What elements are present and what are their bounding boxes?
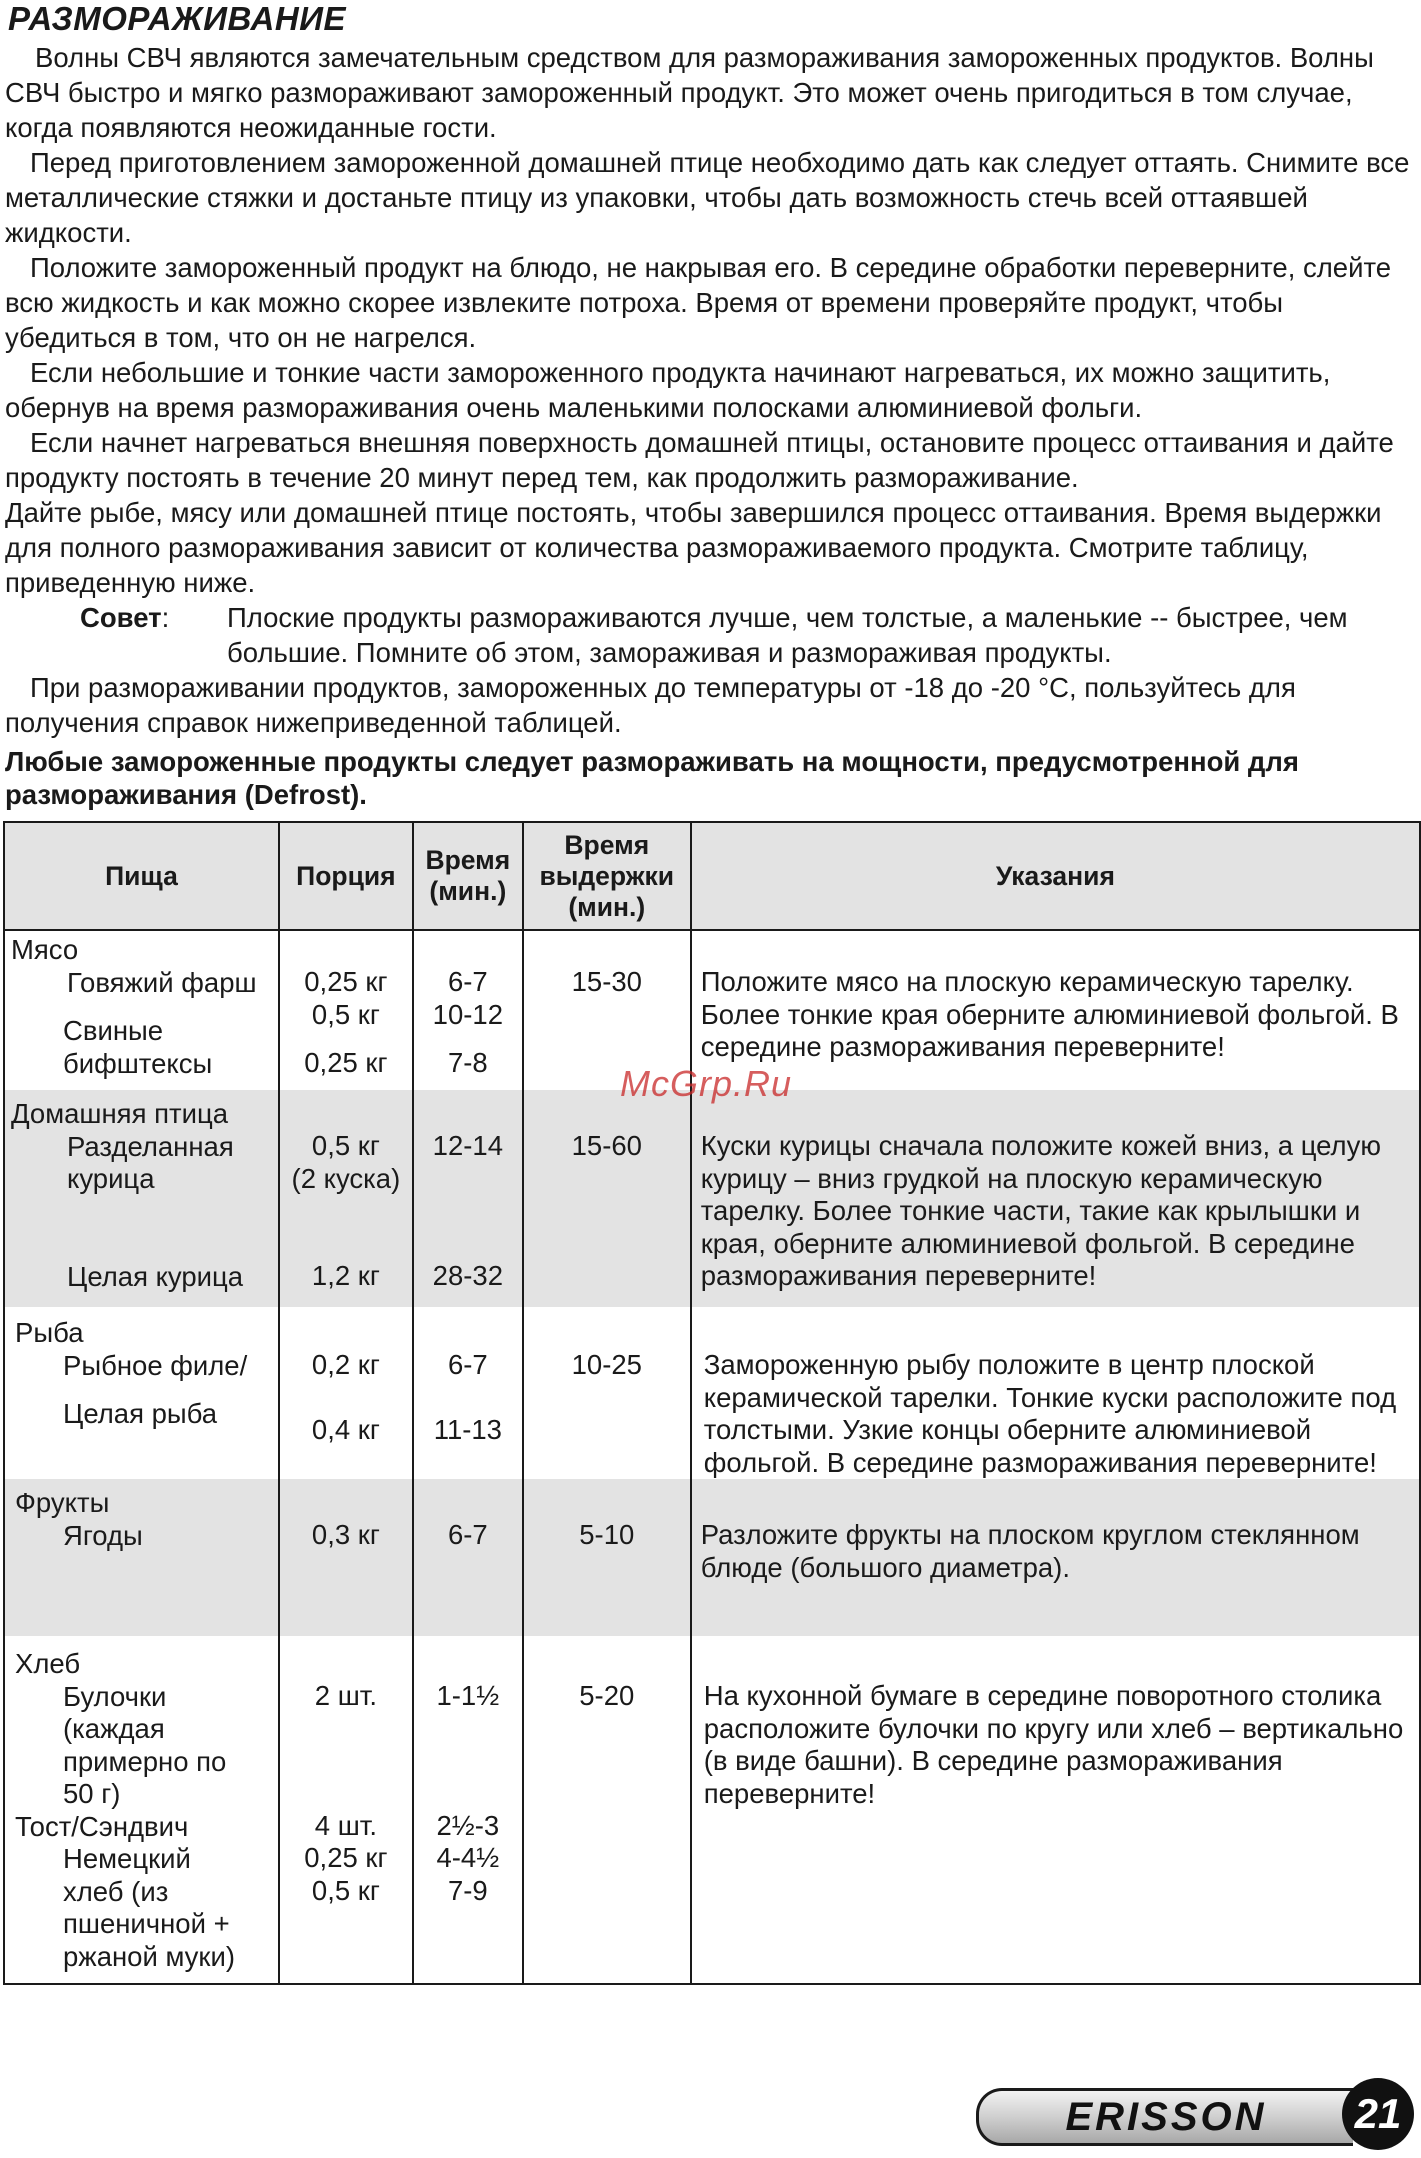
portion-value: 2 шт. [314,1680,377,1711]
time-value: 1-1½ [436,1680,500,1711]
paragraph: Перед приготовлением замороженной домашней птице необходимо дать как следует оттаять. Снимите все металлические стяжки и достаньте птицу из упаковки, чтобы дать возможность стечь всей оттаявшей жидкости. [5,147,1410,248]
standing-value: 5-10 [579,1519,635,1550]
time-value: 11-13 [433,1413,502,1445]
food-item: Свиные бифштексы [63,1015,213,1079]
portion-value: 0,5 кг [311,1130,380,1161]
paragraph: Волны СВЧ являются замечательным средством для размораживания замороженных продуктов. Волны СВЧ быстро и мягко размораживают замороженный продукт. Это может очень пригодиться в том случае, когда появляются неожиданные гости. [5,42,1374,143]
portion-value: 0,25 кг [304,1047,388,1078]
instruction-text: На кухонной бумаге в середине поворотного столика расположите булочки по кругу или хлеб – вертикально (в виде башни). В середине размораживания переверните! [703,1680,1404,1809]
portion-value: 0,4 кг [311,1413,380,1445]
food-item: Немецкий хлеб (из пшеничной + ржаной муки) [63,1843,235,1972]
food-item: Ягоды [63,1519,143,1551]
defrost-notice: Любые замороженные продукты следует размораживать на мощности, предусмотренной для размораживания (Defrost). [5,746,1299,810]
portion-value: 0,25 кг [304,966,388,997]
header-food: Пища [4,822,279,930]
defrost-table [3,821,1421,1985]
page-title: РАЗМОРАЖИВАНИЕ [8,0,346,37]
food-item: Говяжий фарш [67,966,257,998]
header-standing: Время выдержки (мин.) [523,822,691,930]
category-poultry: Домашняя птица [11,1098,228,1129]
tip [5,600,1417,670]
watermark: McGrp.Ru [620,1063,793,1104]
tip-text: Плоские продукты размораживаются лучше, чем толстые, а маленькие -- быстрее, чем большие. Помните об этом, замораживая и размораживая продукты. [227,602,1348,668]
standing-value: 5-20 [579,1680,635,1711]
table-row-poultry [4,1090,1420,1307]
portion-value: 0,5 кг [311,1874,380,1906]
page-number: 21 [1342,2078,1414,2150]
time-value: 28-32 [432,1259,503,1291]
food-item: Рыбное филе/ [63,1349,248,1381]
time-value: 7-9 [447,1874,488,1906]
table-header-row [4,822,1420,930]
table-row-fruit [4,1479,1420,1636]
header-instructions: Указания [691,822,1420,930]
time-value: 6-7 [447,1349,488,1380]
portion-value: 0,3 кг [311,1519,380,1550]
time-value: 12-14 [432,1130,503,1161]
standing-value: 15-60 [571,1130,642,1161]
portion-value: 0,25 кг [304,1842,388,1873]
food-item: Целая курица [67,1260,244,1292]
paragraph: Положите замороженный продукт на блюдо, не накрывая его. В середине обработки переверните, слейте всю жидкость и как можно скорее извлеките потроха. Время от времени проверяйте продукт, чтобы убедиться в том, что он не нагрелся. [5,252,1392,353]
time-value: 10-12 [432,998,503,1030]
time-value: 2½-3 [436,1809,500,1841]
tip-colon: : [161,602,170,633]
category-fish: Рыба [15,1317,84,1348]
paragraph: Дайте рыбе, мясу или домашней птице постоять, чтобы завершился процесс оттаивания. Время выдержки для полного размораживания зависит от количества размораживаемого продукта. Смотрите таблицу, приведенную ниже. [5,497,1382,598]
brand-logo: ERISSON [976,2088,1353,2146]
category-toast: Тост/Сэндвич [15,1810,189,1842]
tip-label [5,600,220,670]
instruction-text: Замороженную рыбу положите в центр плоской керамической тарелки. Тонкие куски расположите под толстыми. Узкие концы оберните алюминиевой фольгой. В середине размораживания переверните! [703,1349,1397,1478]
tip-label-text: Совет [80,602,162,633]
paragraph: Если начнет нагреваться внешняя поверхность домашней птицы, остановите процесс оттаивания и дайте продукту постоять в течение 20 минут перед тем, как продолжить размораживание. [5,427,1394,493]
time-value: 4-4½ [436,1842,500,1873]
header-portion: Порция [279,822,413,930]
instruction-text: Куски курицы сначала положите кожей вниз, а целую курицу – вниз грудкой на плоскую керамическую тарелку. Более тонкие части, такие как крылышки и края, оберните алюминиевой фольгой. В середине размораживания переверните! [700,1130,1381,1291]
paragraph: Если небольшие и тонкие части замороженного продукта начинают нагреваться, их можно защитить, обернув на время размораживания очень маленькими полосками алюминиевой фольги. [5,357,1331,423]
standing-value: 10-25 [571,1349,642,1380]
instruction-text: Положите мясо на плоскую керамическую тарелку. Более тонкие края оберните алюминиевой фольгой. В середине размораживания переверните! [700,966,1399,1062]
portion-value: 0,5 кг [311,998,380,1030]
paragraph: При размораживании продуктов, замороженных до температуры от -18 до -20 °С, пользуйтесь для получения справок нижеприведенной таблицей. [5,672,1296,738]
category-meat: Мясо [11,934,79,965]
food-item: Булочки (каждая примерно по 50 г) [63,1680,227,1809]
instruction-text: Разложите фрукты на плоском круглом стеклянном блюде (большого диаметра). [700,1519,1360,1583]
time-value: 6-7 [447,966,488,997]
intro-text [5,40,1417,740]
food-item: Целая рыба [63,1398,218,1429]
header-time: Время (мин.) [413,822,523,930]
portion-value: 1,2 кг [311,1260,380,1291]
table-row-bread [4,1636,1420,1984]
food-item: Разделанная курица [67,1130,234,1194]
table-row-fish [4,1307,1420,1479]
time-value: 7-8 [447,1047,488,1078]
portion-value: 4 шт. [314,1809,377,1841]
standing-value: 15-30 [571,966,642,997]
category-bread: Хлеб [15,1648,81,1679]
portion-value: 0,2 кг [311,1349,380,1380]
portion-value: (2 куска) [291,1162,401,1194]
category-fruit: Фрукты [15,1487,110,1518]
time-value: 6-7 [447,1519,488,1550]
